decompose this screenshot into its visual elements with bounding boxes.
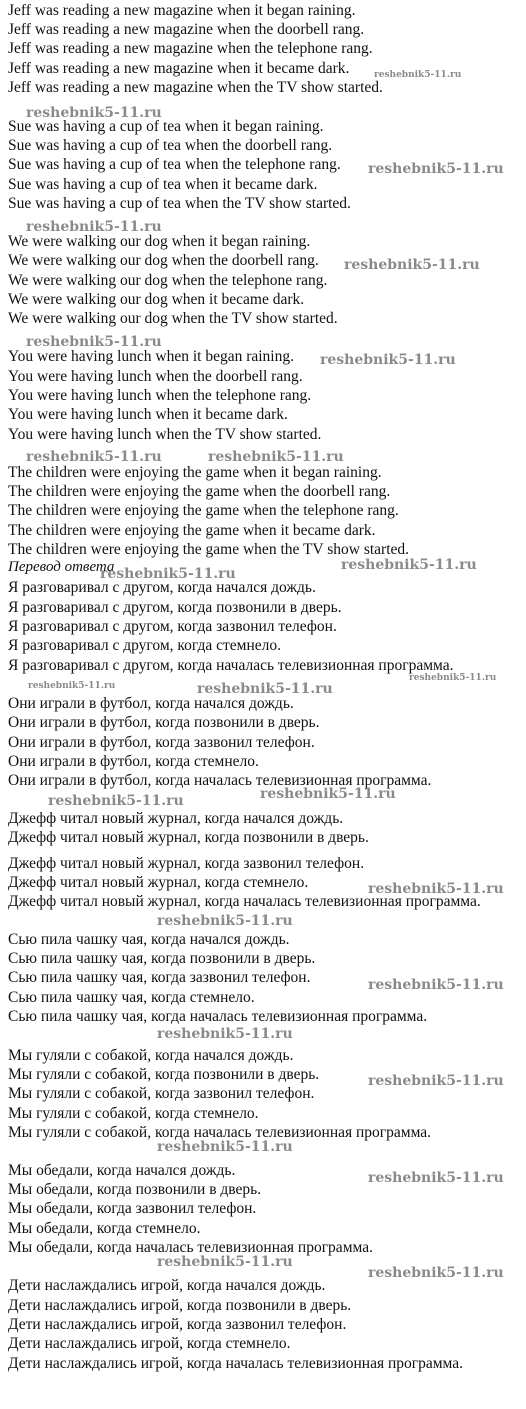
sentence-line: Мы обедали, когда позвонили в дверь.: [8, 1181, 262, 1198]
sentence-line: Мы обедали, когда началась телевизионная программа.: [8, 1239, 373, 1256]
watermark-text: reshebnik5-11.ru: [48, 793, 184, 809]
sentence-line: Мы гуляли с собакой, когда зазвонил телефон.: [8, 1085, 315, 1102]
watermark-text: reshebnik5-11.ru: [157, 1139, 293, 1155]
sentence-line: The children were enjoying the game when the TV show started.: [8, 541, 410, 558]
watermark-text: reshebnik5-11.ru: [157, 913, 293, 929]
sentence-line: The children were enjoying the game when it began raining.: [8, 464, 382, 481]
sentence-line: Сью пила чашку чая, когда стемнело.: [8, 989, 255, 1006]
sentence-line: We were walking our dog when the doorbell rang.: [8, 252, 319, 269]
watermark-text: reshebnik5-11.ru: [208, 449, 344, 465]
sentence-line: Jeff was reading a new magazine when it began raining.: [8, 2, 356, 19]
sentence-line: Мы гуляли с собакой, когда позвонили в дверь.: [8, 1066, 320, 1083]
watermark-text: reshebnik5-11.ru: [368, 1170, 504, 1186]
sentence-line: Jeff was reading a new magazine when the telephone rang.: [8, 40, 373, 57]
sentence-line: Дети наслаждались игрой, когда начался дождь.: [8, 1277, 326, 1294]
sentence-line: Мы гуляли с собакой, когда стемнело.: [8, 1105, 259, 1122]
watermark-text: reshebnik5-11.ru: [26, 334, 162, 350]
sentence-line: Jeff was reading a new magazine when the TV show started.: [8, 79, 383, 96]
sentence-line: You were having lunch when it became dark.: [8, 406, 288, 423]
sentence-line: You were having lunch when the TV show started.: [8, 426, 322, 443]
watermark-text: reshebnik5-11.ru: [28, 681, 116, 691]
sentence-line: Sue was having a cup of tea when it began raining.: [8, 118, 324, 135]
sentence-line: The children were enjoying the game when the telephone rang.: [8, 502, 399, 519]
sentence-line: Сью пила чашку чая, когда позвонили в дверь.: [8, 950, 316, 967]
sentence-line: You were having lunch when the doorbell rang.: [8, 368, 303, 385]
sentence-line: Джефф читал новый журнал, когда позвонили в дверь.: [8, 829, 369, 846]
sentence-line: Они играли в футбол, когда началась телевизионная программа.: [8, 772, 432, 789]
sentence-line: Джефф читал новый журнал, когда началась телевизионная программа.: [8, 893, 481, 910]
sentence-line: You were having lunch when the telephone rang.: [8, 387, 312, 404]
sentence-line: Мы обедали, когда начался дождь.: [8, 1162, 236, 1179]
sentence-line: Они играли в футбол, когда позвонили в дверь.: [8, 714, 320, 731]
sentence-line: We were walking our dog when it began raining.: [8, 233, 311, 250]
watermark-text: reshebnik5-11.ru: [409, 673, 497, 683]
sentence-line: Они играли в футбол, когда зазвонил телефон.: [8, 734, 315, 751]
sentence-line: Сью пила чашку чая, когда началась телевизионная программа.: [8, 1008, 428, 1025]
sentence-line: We were walking our dog when it became dark.: [8, 291, 305, 308]
watermark-text: reshebnik5-11.ru: [368, 161, 504, 177]
watermark-text: reshebnik5-11.ru: [26, 449, 162, 465]
sentence-line: Джефф читал новый журнал, когда начался дождь.: [8, 810, 344, 827]
watermark-text: reshebnik5-11.ru: [368, 1073, 504, 1089]
watermark-text: reshebnik5-11.ru: [374, 70, 462, 80]
watermark-text: reshebnik5-11.ru: [368, 977, 504, 993]
sentence-line: Sue was having a cup of tea when it became dark.: [8, 176, 318, 193]
sentence-line: Дети наслаждались игрой, когда зазвонил телефон.: [8, 1316, 347, 1333]
sentence-line: Sue was having a cup of tea when the telephone rang.: [8, 156, 341, 173]
watermark-text: reshebnik5-11.ru: [341, 557, 477, 573]
sentence-line: Джефф читал новый журнал, когда зазвонил телефон.: [8, 855, 365, 872]
watermark-text: reshebnik5-11.ru: [26, 219, 162, 235]
sentence-line: Дети наслаждались игрой, когда стемнело.: [8, 1335, 291, 1352]
sentence-line: You were having lunch when it began raining.: [8, 348, 294, 365]
sentence-line: Сью пила чашку чая, когда начался дождь.: [8, 931, 290, 948]
sentence-line: Я разговаривал с другом, когда позвонили в дверь.: [8, 599, 342, 616]
sentence-line: We were walking our dog when the telephone rang.: [8, 272, 328, 289]
sentence-line: Sue was having a cup of tea when the doorbell rang.: [8, 137, 333, 154]
sentence-line: We were walking our dog when the TV show started.: [8, 310, 338, 327]
sentence-line: Мы гуляли с собакой, когда началась телевизионная программа.: [8, 1124, 432, 1141]
watermark-text: reshebnik5-11.ru: [344, 257, 480, 273]
watermark-text: reshebnik5-11.ru: [157, 1254, 293, 1270]
sentence-line: The children were enjoying the game when it became dark.: [8, 522, 376, 539]
watermark-text: reshebnik5-11.ru: [320, 352, 456, 368]
watermark-text: reshebnik5-11.ru: [260, 786, 396, 802]
watermark-text: reshebnik5-11.ru: [157, 1026, 293, 1042]
sentence-line: Я разговаривал с другом, когда стемнело.: [8, 637, 281, 654]
watermark-text: reshebnik5-11.ru: [26, 105, 162, 121]
translation-heading: Перевод ответа: [8, 559, 115, 575]
sentence-line: Они играли в футбол, когда стемнело.: [8, 753, 259, 770]
sentence-line: Мы обедали, когда стемнело.: [8, 1220, 201, 1237]
sentence-line: Sue was having a cup of tea when the TV show started.: [8, 195, 351, 212]
sentence-line: Jeff was reading a new magazine when the doorbell rang.: [8, 21, 365, 38]
watermark-text: reshebnik5-11.ru: [368, 881, 504, 897]
watermark-text: reshebnik5-11.ru: [368, 1265, 504, 1281]
watermark-text: reshebnik5-11.ru: [100, 566, 236, 582]
sentence-line: Сью пила чашку чая, когда зазвонил телефон.: [8, 969, 311, 986]
sentence-line: Я разговаривал с другом, когда зазвонил телефон.: [8, 618, 337, 635]
sentence-line: The children were enjoying the game when the doorbell rang.: [8, 483, 391, 500]
sentence-line: Они играли в футбол, когда начался дождь.: [8, 695, 294, 712]
sentence-line: Дети наслаждались игрой, когда позвонили в дверь.: [8, 1297, 352, 1314]
sentence-line: Джефф читал новый журнал, когда стемнело.: [8, 874, 309, 891]
sentence-line: Мы гуляли с собакой, когда начался дождь.: [8, 1047, 294, 1064]
sentence-line: Я разговаривал с другом, когда начался дождь.: [8, 579, 316, 596]
sentence-line: Мы обедали, когда зазвонил телефон.: [8, 1200, 257, 1217]
watermark-text: reshebnik5-11.ru: [197, 681, 333, 697]
sentence-line: Дети наслаждались игрой, когда началась телевизионная программа.: [8, 1355, 464, 1372]
sentence-line: Jeff was reading a new magazine when it became dark.: [8, 60, 350, 77]
sentence-line: Я разговаривал с другом, когда началась телевизионная программа.: [8, 657, 454, 674]
